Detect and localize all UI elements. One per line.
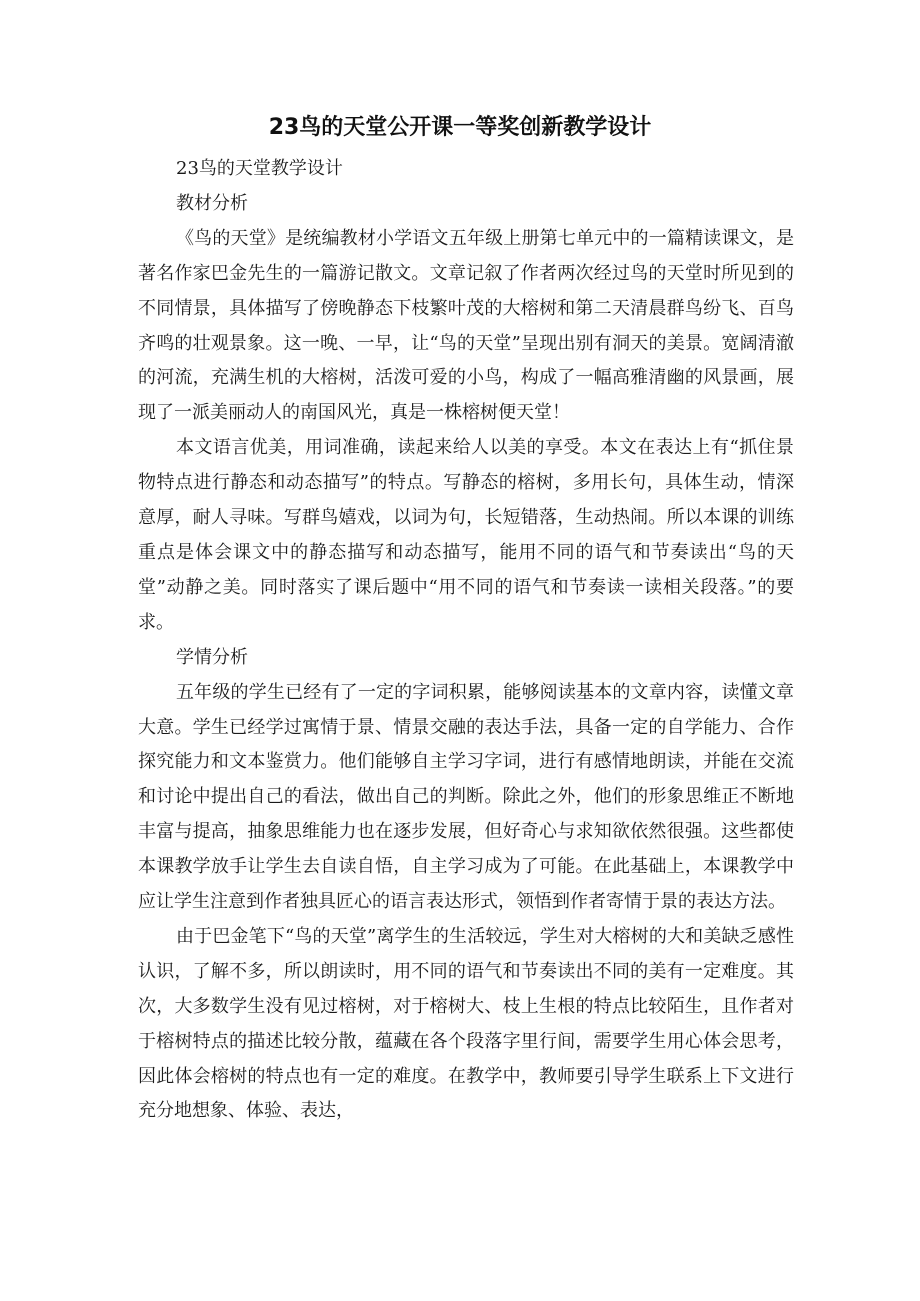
paragraph-student-analysis-2: 由于巴金笔下“鸟的天堂”离学生的生活较远，学生对大榕树的大和美缺乏感性认识，了解不多，所以朗读时，用不同的语气和节奏读出不同的美有一定难度。其次，大多数学生没有见过榕树，对于榕树大、枝上生根的特点比较陌生，且作者对于榕树特点的描述比较分散，蕴藏在各个段落字里行间，需要学生用心体会思考，因此体会榕树的特点也有一定的难度。在教学中，教师要引导学生联系上下文进行充分地想象、体验、表达， bbox=[138, 925, 794, 1122]
document-title: 23鸟的天堂公开课一等奖创新教学设计 bbox=[268, 115, 652, 140]
lesson-subtitle: 23鸟的天堂教学设计 bbox=[176, 158, 343, 179]
section-heading-student-analysis: 学情分析 bbox=[176, 646, 248, 668]
paragraph-material-analysis-1: 《鸟的天堂》是统编教材小学语文五年级上册第七单元中的一篇精读课文，是著名作家巴金先生的一篇游记散文。文章记叙了作者两次经过鸟的天堂时所见到的不同情景，具体描写了傍晚静态下枝繁叶茂的大榕树和第二天清晨群鸟纷飞、百鸟齐鸣的壮观景象。这一晚、一早，让“鸟的天堂”呈现出别有洞天的美景。宽阔清澈的河流，充满生机的大榕树，活泼可爱的小鸟，构成了一幅高雅清幽的风景画，展现了一派美丽动人的南国风光，真是一株榕树便天堂！ bbox=[138, 227, 794, 424]
paragraph-material-analysis-2: 本文语言优美，用词准确，读起来给人以美的享受。本文在表达上有“抓住景物特点进行静态和动态描写”的特点。写静态的榕树，多用长句，具体生动，情深意厚，耐人寻味。写群鸟嬉戏，以词为句，长短错落，生动热闹。所以本课的训练重点是体会课文中的静态描写和动态描写，能用不同的语气和节奏读出“鸟的天堂”动静之美。同时落实了课后题中“用不同的语气和节奏读一读相关段落。”的要求。 bbox=[138, 437, 794, 633]
paragraph-student-analysis-1: 五年级的学生已经有了一定的字词积累，能够阅读基本的文章内容，读懂文章大意。学生已经学过寓情于景、情景交融的表达手法，具备一定的自学能力、合作探究能力和文本鉴赏力。他们能够自主学习字词，进行有感情地朗读，并能在交流和讨论中提出自己的看法，做出自己的判断。除此之外，他们的形象思维正不断地丰富与提高，抽象思维能力也在逐步发展，但好奇心与求知欲依然很强。这些都使本课教学放手让学生去自读自悟，自主学习成为了可能。在此基础上，本课教学中应让学生注意到作者独具匠心的语言表达形式，领悟到作者寄情于景的表达方法。 bbox=[138, 681, 794, 913]
document-body bbox=[138, 152, 794, 1129]
section-heading-material-analysis: 教材分析 bbox=[176, 192, 248, 214]
